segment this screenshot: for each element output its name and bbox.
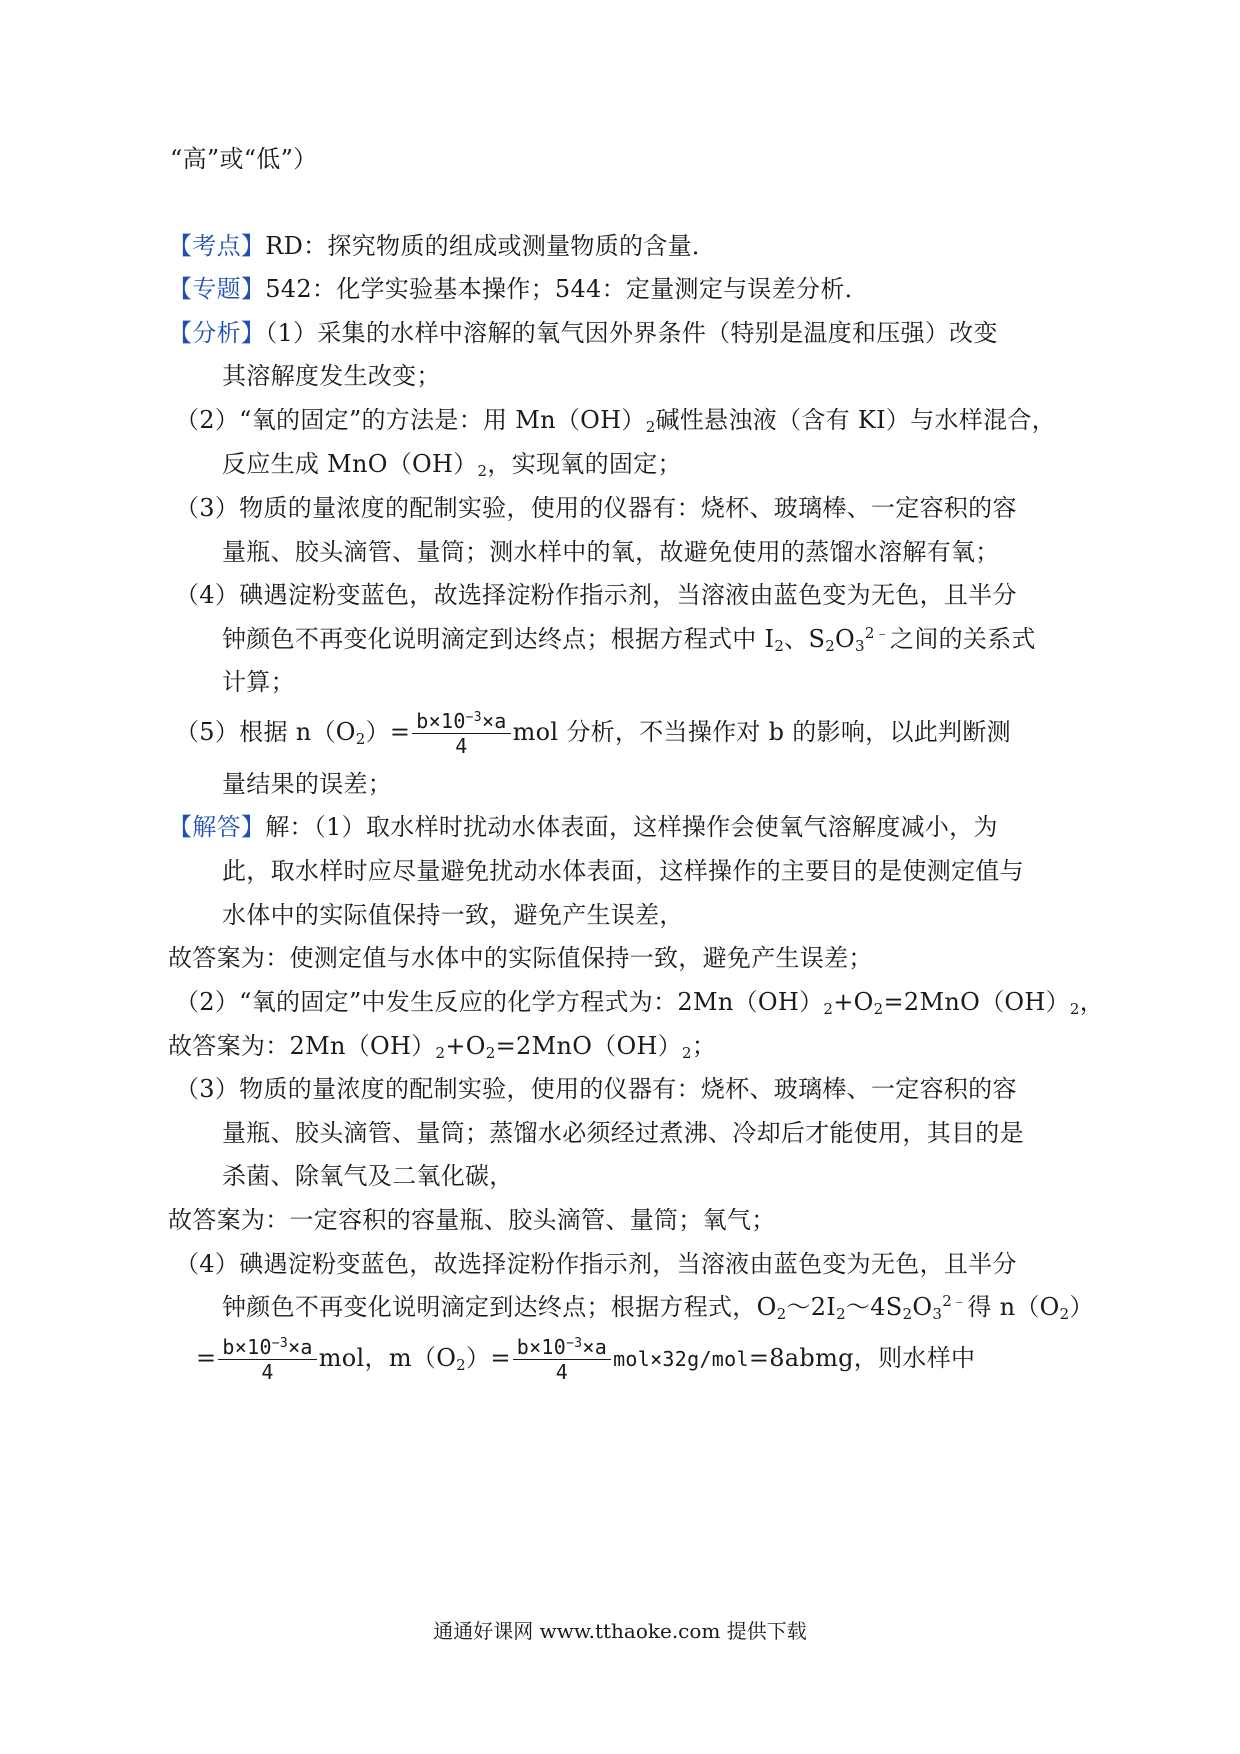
fenxi-line-7: （4）碘遇淀粉变蓝色，故选择淀粉作指示剂，当溶液由蓝色变为无色，且半分	[175, 581, 1017, 609]
fenxi-line-5: （3）物质的量浓度的配制实验，使用的仪器有：烧杯、玻璃棒、一定容积的容	[175, 494, 1017, 522]
answer-2: 故答案为：$2Mn(OH)_2+O_2=2MnO(OH)_2$；	[168, 1032, 717, 1062]
fenxi-line-6: 量瓶、胶头滴管、量筒；测水样中的氧，故避免使用的蒸馏水溶解有氧；	[222, 538, 1000, 566]
fenxi-line-2: 其溶解度发生改变；	[222, 362, 441, 390]
fenxi-line-11: 量结果的误差；	[222, 770, 393, 798]
fenxi-line-8: 钟颜色不再变化说明滴定到达终点；根据方程式中 $I_2$、$S_2O_3^{2﹣}$之间的关系式	[222, 624, 1036, 655]
fenxi-line-9: 计算；	[222, 668, 295, 696]
jieda-line-9: 钟颜色不再变化说明滴定到达终点；根据方程式，$O_2\sim 2I_2\sim 4S_2O_3^{2﹣}$得 $n(O_2)$	[222, 1292, 1094, 1323]
page-footer: 通通好课网 www.tthaoke.com 提供下载	[433, 1619, 807, 1643]
fraction-m-o2: $\frac{b\times 10^{-3}\times a}{4}$	[513, 1335, 611, 1384]
jieda-line-4: （2）“氧的固定”中发生反应的化学方程式为：$2Mn(OH)_2+O_2=2MnO(OH)_2$，	[175, 988, 1105, 1018]
zhuanti-line	[168, 272, 1038, 306]
zhuanti-text: 542：化学实验基本操作；544：定量测定与误差分析．	[265, 275, 869, 303]
kaodian-line	[168, 229, 1038, 263]
continuation-line: “高”或“低”）	[170, 145, 318, 173]
kaodian-text: RD：探究物质的组成或测量物质的含量．	[265, 232, 717, 260]
answer-1: 故答案为：使测定值与水体中的实际值保持一致，避免产生误差；	[168, 944, 873, 972]
jieda-line-8: （4）碘遇淀粉变蓝色，故选择淀粉作指示剂，当溶液由蓝色变为无色，且半分	[175, 1250, 1017, 1278]
jieda-tag: 【解答】	[168, 813, 266, 841]
jieda-line-7: 杀菌、除氧气及二氧化碳，	[222, 1162, 514, 1190]
jieda-line-5: （3）物质的量浓度的配制实验，使用的仪器有：烧杯、玻璃棒、一定容积的容	[175, 1075, 1017, 1103]
jieda-line-1: 【解答】解：（1）取水样时扰动水体表面，这样操作会使氧气溶解度减小，为	[168, 813, 998, 841]
jieda-line-3: 水体中的实际值保持一致，避免产生误差，	[222, 901, 684, 929]
jieda-line-6: 量瓶、胶头滴管、量筒；蒸馏水必须经过煮沸、冷却后才能使用，其目的是	[222, 1119, 1024, 1147]
fenxi-line-1: 【分析】（1）采集的水样中溶解的氧气因外界条件（特别是温度和压强）改变	[168, 319, 998, 347]
fraction-n-o2-answer: $\frac{b\times 10^{-3}\times a}{4}$	[218, 1335, 316, 1384]
fenxi-tag: 【分析】	[168, 319, 266, 347]
jieda-line-2: 此，取水样时应尽量避免扰动水体表面，这样操作的主要目的是使测定值与	[222, 857, 1024, 885]
fenxi-line-3: （2）“氧的固定”的方法是：用 $Mn(OH)_2$碱性悬浊液（含有 KI）与水样混合，	[175, 406, 1056, 436]
jieda-line-10: = $\frac{b\times 10^{-3}\times a}{4}$ mol，$m(O_2)=$ $\frac{b\times 10^{-3}\times a}{4}$ mol×32g/mol=8abmg，则水样中	[196, 1335, 976, 1384]
kaodian-tag: 【考点】	[168, 232, 266, 260]
fraction-n-o2: $\frac{b\times 10^{-3}\times a}{4}$	[412, 709, 510, 758]
fenxi-line-10: （5）根据 $n(O_2)=$ $\frac{b\times 10^{-3}\times a}{4}$ mol 分析，不当操作对 b 的影响，以此判断测	[175, 709, 1011, 758]
zhuanti-tag: 【专题】	[168, 275, 266, 303]
fenxi-line-4: 反应生成 $MnO(OH)_2$，实现氧的固定；	[222, 450, 682, 480]
answer-3: 故答案为：一定容积的容量瓶、胶头滴管、量筒；氧气；	[168, 1206, 776, 1234]
